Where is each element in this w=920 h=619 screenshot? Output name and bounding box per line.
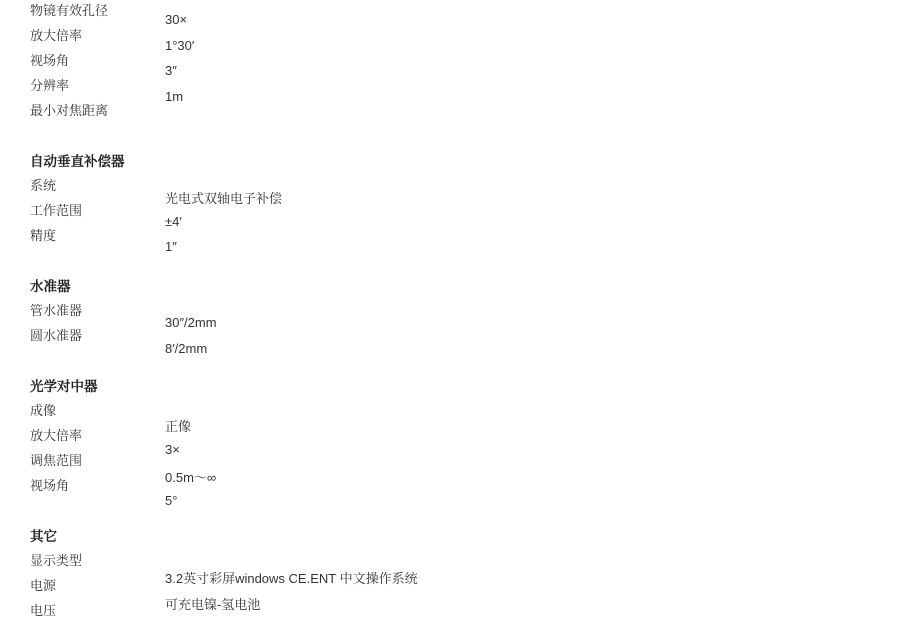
spec-label: 精度 <box>30 228 57 243</box>
spec-label: 放大倍率 <box>30 28 83 43</box>
spec-value: 3″ <box>165 63 177 78</box>
spec-value: 1″ <box>165 239 177 254</box>
spec-label: 显示类型 <box>30 553 83 568</box>
spec-value: 正像 <box>165 419 192 434</box>
spec-value: 8′/2mm <box>165 341 208 356</box>
spec-label: 调焦范围 <box>30 453 83 468</box>
spec-value: 光电式双轴电子补偿 <box>165 191 283 206</box>
spec-group-title: 自动垂直补偿器 <box>30 154 125 169</box>
spec-label: 电压 <box>30 603 57 618</box>
spec-label: 最小对焦距离 <box>30 103 109 118</box>
spec-value: 30″/2mm <box>165 315 217 330</box>
spec-value: 3× <box>165 442 180 457</box>
spec-group-title: 光学对中器 <box>30 379 98 394</box>
spec-value: 1°30′ <box>165 38 195 53</box>
spec-label: 圆水准器 <box>30 328 83 343</box>
spec-label: 物镜有效孔径 <box>30 3 109 18</box>
spec-value: 可充电镍-氢电池 <box>165 597 261 612</box>
spec-label: 分辨率 <box>30 78 70 93</box>
spec-label: 放大倍率 <box>30 428 83 443</box>
spec-label: 电源 <box>30 578 57 593</box>
spec-value: 30× <box>165 12 188 27</box>
spec-group-title: 水准器 <box>30 279 71 294</box>
spec-label: 视场角 <box>30 53 70 68</box>
spec-value: ±4′ <box>165 214 182 229</box>
spec-label: 工作范围 <box>30 203 83 218</box>
spec-value: 0.5m～∞ <box>165 470 217 485</box>
spec-group-title: 其它 <box>30 529 57 544</box>
spec-label: 成像 <box>30 403 57 418</box>
spec-value: 3.2英寸彩屏windows CE.ENT 中文操作系统 <box>165 571 418 586</box>
spec-label: 管水准器 <box>30 303 83 318</box>
spec-label: 视场角 <box>30 478 70 493</box>
spec-label: 系统 <box>30 178 57 193</box>
spec-value: 5° <box>165 493 178 508</box>
spec-value: 1m <box>165 89 184 104</box>
